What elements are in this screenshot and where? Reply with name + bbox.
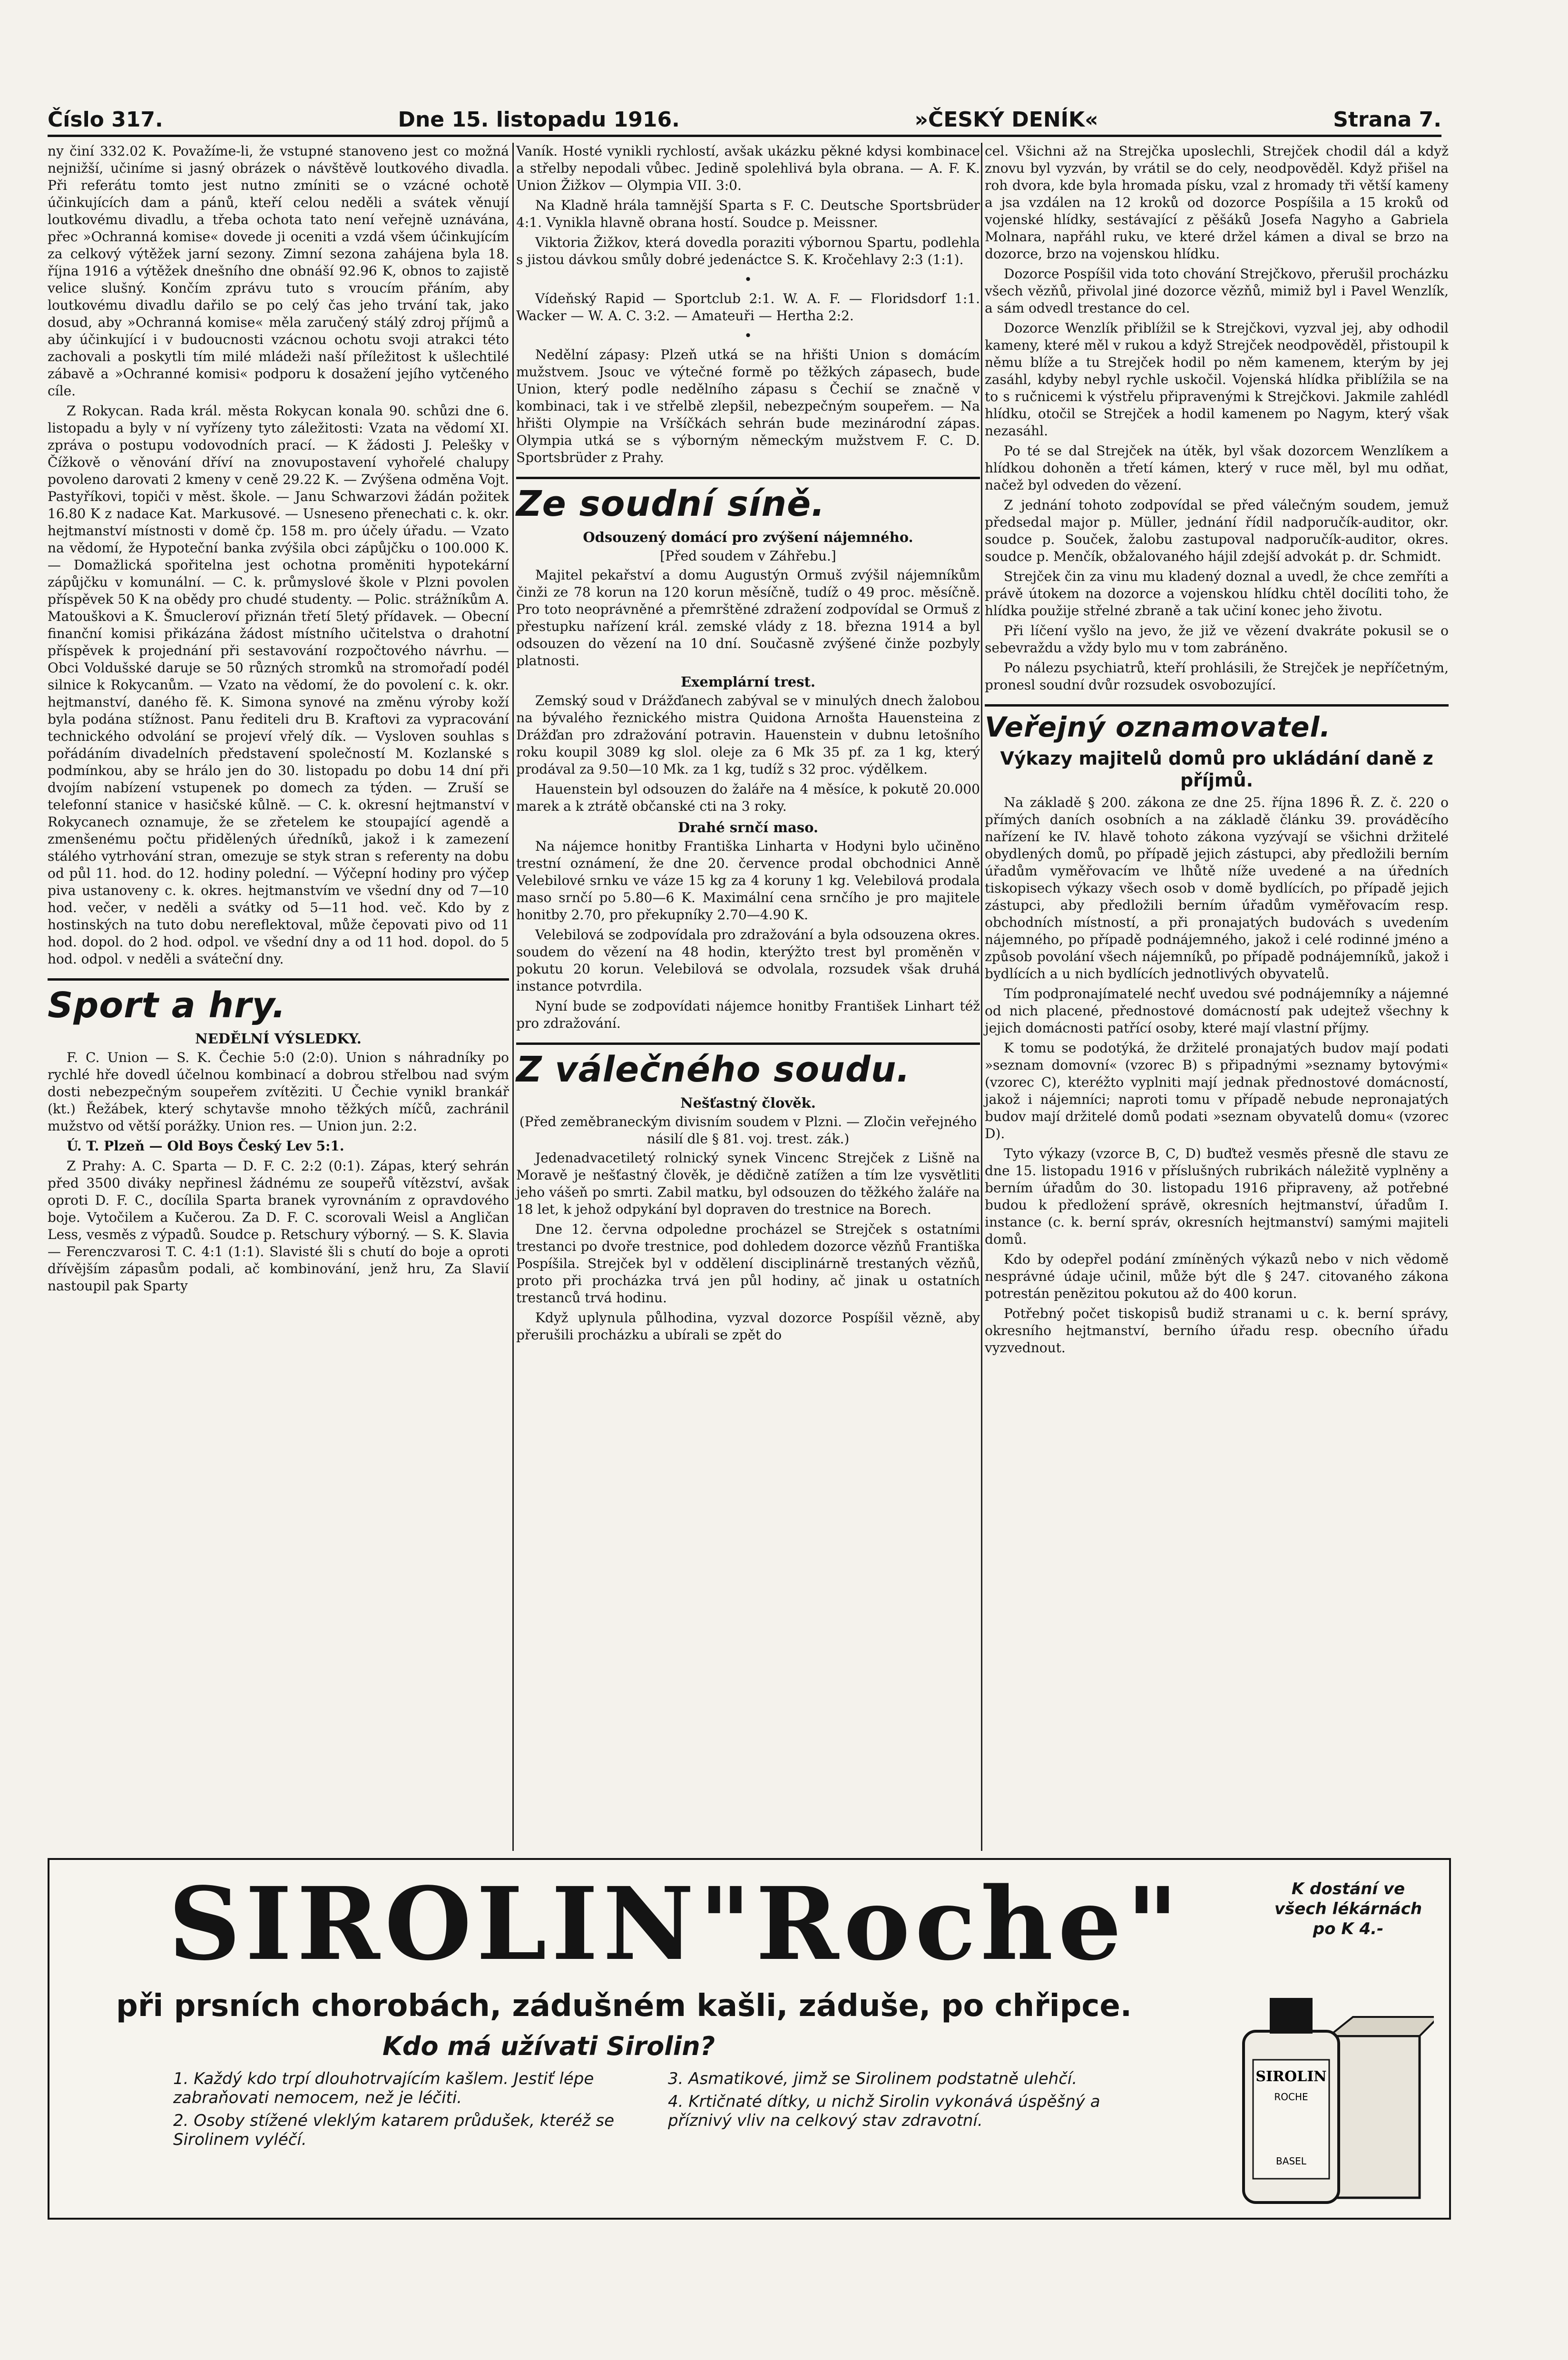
column-1 — [48, 143, 509, 1298]
article-text: F. C. Union — S. K. Čechie 5:0 (2:0). Union s náhradníky po rychlé hře dovedl účelnou kombinací a dobrou střelbou nad svým dosti nebezpečným soupeřem zvítěziti. U Čechie vynikl brankář (kt.) Řežábek, který schytavše mnoho těžkých míčů, zachránil mužstvo od větší porážky. Union res. — Union jun. 2:2. — [48, 1050, 509, 1134]
article-subheading: Drahé srnčí maso. — [677, 819, 819, 836]
article-subheading: Exemplární trest. — [680, 674, 816, 690]
bottle-brand-text: ROCHE — [1274, 2091, 1308, 2103]
article-text: Když uplynula půlhodina, vyzval dozorce Pospíšil vězně, aby přerušili procházku a ubírali se zpět do — [516, 1310, 980, 1343]
issue-number: Číslo 317. — [48, 108, 163, 132]
article-text: Hauenstein byl odsouzen do žaláře na 4 měsíce, k pokutě 20.000 marek a k ztrátě občanské cti na 3 roky. — [516, 781, 980, 814]
article-text: Dozorce Pospíšil vida toto chování Strejčkovo, přerušil procházku všech vězňů, přivolal jiné dozorce vězňů, mimiž byl i Pavel Wenzlík, a sám odvedl trestance do cel. — [985, 266, 1449, 316]
ad-price-note: K dostání ve všech lékárnách po K 4.- — [1274, 1879, 1422, 1938]
column-3 — [985, 143, 1449, 1359]
separator-dot: • — [744, 272, 752, 287]
section-heading-court: Ze soudní síně. — [516, 477, 980, 525]
ad-list-right — [668, 2069, 1153, 2134]
ad-headline: při prsních chorobách, zádušném kašli, záduše, po chřipce. — [116, 1988, 1132, 2024]
column-rule — [512, 143, 514, 1851]
box-shape — [1329, 2036, 1420, 2198]
issue-date: Dne 15. listopadu 1916. — [398, 108, 680, 132]
article-subheading: Výkazy majitelů domů pro ukládání daně z příjmů. — [1000, 748, 1433, 791]
article-text: Po nálezu psychiatrů, kteří prohlásili, že Strejček je nepříčetným, pronesl soudní dvůr rozsudek osvobozující. — [985, 660, 1449, 693]
article-text: cel. Všichni až na Strejčka uposlechli, Strejček chodil dál a když znovu byl vyzván, by vrátil se do cely, neodpověděl. Když přišel na roh dvora, kde byla hromada písku, vzal z hromady tři větší kameny a jsa vzdálen na 12 kroků od dozorce Pospíšila a 15 kroků od vojenské hlídky, sestávající z pěšáků Josefa Nagyho a Gabriela Molnara, napřáhl ruku, ve které držel kámen a dival se brzo na dozorce, brzo na vojenskou hlídku. — [985, 143, 1449, 262]
section-heading-notices: Veřejný oznamovatel. — [985, 704, 1449, 744]
bottle-cap-shape — [1270, 1998, 1313, 2034]
box-top-shape — [1329, 2017, 1434, 2036]
article-text: Zemský soud v Drážďanech zabýval se v minulých dnech žalobou na bývalého řeznického mistra Quidona Arnošta Hauensteina z Drážďan pro zdražování potravin. Hauenstein v dubnu letošního roku koupil 3089 kg slol. oleje za 6 Mk 35 pf. za 1 kg, který prodával za 9.50—10 Mk. za 1 kg, tudíž s 32 proc. výdělkem. — [516, 693, 980, 777]
article-text: Velebilová se zodpovídala pro zdražování a byla odsouzena okres. soudem do vězení na 48 hodin, kterýžto trest byl proměněn v pokutu 20 korun. Velebilová se odvolala, rozsudek však druhá instance potvrdila. — [516, 927, 980, 994]
article-text: Z Rokycan. Rada král. města Rokycan konala 90. schůzi dne 6. listopadu a byly v ní vyřízeny tyto záležitosti: Vzata na vědomí XI. zpráva o postupu vodovodních prací. — K žádosti J. Pelešky v Čížkově o věnování dříví na znovupostavení vyhořelé chalupy povoleno darovati 2 kmeny v ceně 29.22 K. — Zvýšena odměna Vojt. Pastyříkovi, topiči v měst. škole. — Janu Schwarzovi žádán požitek 16.80 K z nadace Kat. Markusové. — Usneseno přenechati c. k. okr. hejtmanství místnosti v domě čp. 158 m. pro účely úřadu. — Vzato na vědomí, že Hypoteční banka zvýšila obci zápůjčku o 100.000 K. — Domažlická spořitelna jest ochotna proměniti hypotekární zápůjčku v komunální. — C. k. průmyslové škole v Plzni povolen příspěvek 50 K na obědy pro chudé studenty. — Polic. strážníkům A. Matouškovi a K. Šmucleroví přiznán třetí 5letý přídavek. — Obecní finanční komisi přikázána žádost místního učitelstva o drahotní příspěvek k projednání při sestavování rozpočtového návrhu. — Obci Voldušské daruje se 50 různých stromků na stromořadí podél silnice k Rokycanům. — Vzato na vědomí, že do povolení c. k. okr. hejtmanství, daného fě. K. Simona synové na změnu výroby koží byla podána stížnost. Panu řediteli dru B. Kraftovi za vypracování technického odvolání se projeví vřelý dík. — Vysloven souhlas s pořádáním divadelních představení společností M. Kozlanské s podmínkou, aby se hrálo jen do 30. listopadu po dobu 14 dní při dvojím nabízení vstupenek po domech za týden. — Zruší se telefonní stanice v hasičské kůlně. — C. k. okresní hejtmanství v Rokycanech oznamuje, že se zřetelem ke stoupající agendě a zmenšenému počtu přidělených úředníků, jakož i k zamezení stálého vytrhování stran, omezuje se styk stran s referenty na dobu od půl 11. hod. do 12. hodiny polední. — Výčepní hodiny pro výčep piva ustanoveny c. k. okres. hejtmanstvím ve všední dny od 7—10 hod. večer, v neděli a svátky od 5—11 hod. več. Kdo by z hostinských na tuto dobu nereflektoval, může čepovati pivo od 11 hod. dopol. do 2 hod. odpol. ve všední dny a od 11 hod. dopol. do 5 hod. odpol. v neděli a sváteční dny. — [48, 403, 509, 967]
article-text: Vídeňský Rapid — Sportclub 2:1. W. A. F. — Floridsdorf 1:1. Wacker — W. A. C. 3:2. — Amateuři — Hertha 2:2. — [516, 291, 980, 324]
separator-dot: • — [744, 328, 752, 344]
article-text: Vaník. Hosté vynikli rychlostí, avšak ukázku pěkné kdysi kombinace a střelby nepodali vůbec. Jedině spolehlivá byla obrana. — A. F. K. Union Žižkov — Olympia VII. 3:0. — [516, 143, 980, 193]
article-text: Dne 12. června odpoledne procházel se Strejček s ostatními trestanci po dvoře trestnice, pod dohledem dozorce vězňů Františka Pospíšila. Strejček byl v oddělení disciplinárně trestaných vězňů, proto při procházka trvá jen půl hodiny, ač jinak u ostatních trestanců trvá hodinu. — [516, 1221, 980, 1306]
sirolin-advertisement — [48, 1858, 1451, 2220]
article-text: Kdo by odepřel podání zmíněných výkazů nebo v nich vědomě nesprávné údaje učinil, může být dle § 247. citovaného zákona potrestán penězitou pokutou až do 400 korun. — [985, 1251, 1449, 1301]
article-text: Na Kladně hrála tamnější Sparta s F. C. Deutsche Sportsbrüder 4:1. Vynikla hlavně obrana hostí. Soudce p. Meissner. — [516, 197, 980, 230]
article-text: Viktoria Žižkov, která dovedla poraziti výbornou Spartu, podlehla s jistou dávkou smůly dobré jedenáctce S. K. Kročehlavy 2:3 (1:1). — [516, 235, 980, 267]
article-text: Z jednání tohoto zodpovídal se před válečným soudem, jemuž předsedal major p. Müller, jednání řídil nadporučík-auditor, okr. soudce p. Souček, žalobu zastupoval nadporučík-auditor, okres. soudce p. Menčík, obžalovaného hájil zdejší advokát p. dr. Schmidt. — [985, 497, 1449, 564]
section-heading-sport: Sport a hry. — [48, 978, 509, 1026]
article-text: Tím podpronajímatelé nechť uvedou své podnájemníky a nájemné od nich placené, přednostové domácností pak udejtež všechny k jejich domácnosti patřící osoby, které mají vlastní příjmy. — [985, 986, 1449, 1036]
article-text: Z Prahy: A. C. Sparta — D. F. C. 2:2 (0:1). Zápas, který sehrán před 3500 diváky nepřinesl žádnému ze soupeřů vítězství, avšak oproti D. F. C., docílila Sparta branek vyrovnáním z opravdového boje. Vytočilem a Kučerou. Za D. F. C. scorovali Weisl a Angličan Less, vesměs z výpadů. Soudce p. Retschury výborný. — S. K. Slavia — Ferenczvarosi T. C. 4:1 (1:1). Slavisté šli s chutí do boje a oproti dřívějším zápasům podali, ač kombinování, jenž hru, Za Slavií nastoupil pak Sparty — [48, 1158, 509, 1294]
article-text: Tyto výkazy (vzorce B, C, D) buďtež vesměs přesně dle stavu ze dne 15. listopadu 1916 v příslušných rubrikách náležitě vyplněny a berním úřadům do 30. listopadu 1916 připraveny, až potřebné budou k předložení správě, okresních hejtmanství, úřadům I. instance (c. k. berní správ, okresních hejtmanství) samými majiteli domů. — [985, 1146, 1449, 1247]
article-dateline: [Před soudem v Záhřebu.] — [660, 548, 836, 564]
column-2 — [516, 143, 980, 1347]
article-text: Majitel pekařství a domu Augustýn Ormuš zvýšil nájemníkům činži ze 78 korun na 120 korun měsíčně, tudíž o 49 proc. měsíčně. Pro toto neoprávněné a přemrštěné zdražení zodpovídal se Ormuš z přestupku nařízení král. zemské vlády z 18. března 1914 a byl odsouzen do vězení na 10 dní. Současně zvýšené činže pozbyly platnosti. — [516, 567, 980, 669]
article-text: ny činí 332.02 K. Považíme-li, že vstupné stanoveno jest co možná nejnižší, učiníme si jasný obrázek o návštěvě loutkového divadla. Při referátu tomto jest nutno zmíniti se o vzácné ochotě účinkujících dam a pánů, kteří celou neděli a svátek věnují loutkovému divadlu, a třeba ochota tato není veřejně uznávána, přec »Ochranná komise« dovede ji oceniti a vzdá všem účinkujícím za celkový výtěžek jarní sezony. Zimní sezona zahájena byla 18. října 1916 a výtěžek dnešního dne obnáší 92.96 K, obnos to zajistě velice slušný. Končím zprávu tuto s vroucím přáním, aby loutkovému divadlu dařilo se po celý čas jeho trvání tak, jako dosud, aby »Ochranná komise« měla zaručený stálý zdroj příjmů a aby účinkující i v budoucnosti vzácnou ochotu svoji atrakci této zachovali a poskytli tím milé mládeži naší příležitost k ušlechtilé zábavě a »Ochranné komisi« podporu k dosažení jejího vytčeného cíle. — [48, 143, 509, 399]
article-subheading: Odsouzený domácí pro zvýšení nájemného. — [583, 529, 913, 545]
article-text: Ú. T. Plzeň — Old Boys Český Lev 5:1. — [67, 1138, 344, 1154]
ad-list-item: 2. Osoby stížené vleklým katarem průdušek, kteréž se Sirolinem vyléčí. — [173, 2111, 615, 2149]
article-text: Potřebný počet tiskopisů budiž stranami u c. k. berní správy, okresního hejtmanství, berního úřadu resp. obecního úřadu vyzvednout. — [985, 1306, 1449, 1356]
bottle-city-text: BASEL — [1276, 2155, 1306, 2167]
article-text: Jedenadvacetiletý rolnický synek Vincenc Strejček z Lišně na Moravě je nešťastný člověk, je dědičně zatížen a tím lze vysvětliti jeho vášeň po smrti. Zabil matku, byl odsouzen do těžkého žaláře na 18 let, k jehož odpykání byl dopraven do trestnice na Borech. — [516, 1150, 980, 1217]
ad-list-left — [173, 2069, 658, 2153]
article-text: K tomu se podotýká, že držitelé pronajatých budov mají podati »seznam domovní« (vzorec B) s připadnými »seznamy bytovými« (vzorec C), kteréžto vyplniti mají jednak přednostové domácností, jakož i nájemníci; naproti tomu v případě nebude nepronajatých budov mají držitelé domů podati »seznam obyvatelů domu« (vzorec D). — [985, 1040, 1449, 1141]
article-dateline: (Před zeměbraneckým divisním soudem v Plzni. — Zločin veřejného násilí dle § 81. voj. trest. zák.) — [519, 1114, 977, 1147]
page-header — [48, 102, 1441, 137]
article-text: Na základě § 200. zákona ze dne 25. října 1896 Ř. Z. č. 220 o přímých daních osobních a na základě článku 39. prováděcího nařízení ke IV. hlavě tohoto zákona vyzývají se všichni držitelé obydlených domů, po případě jejich zástupci, aby předložili berním úřadům vyměřovacím ve lhůtě níže uvedené a na úředních tiskopisech výkazy všech osob v domě bydlících, po případě jejich zástupci, aby předložili berním úřadům vyměřovacím resp. obchodních místností, a při pronajatých budovách s uvedením nájemného, po případě podnájemného, jakož i celé rodinné jméno a způsob povolání všech nájemníků, po případě podnájemníků, jakož i bydlících a u nich bydlících jednotlivých obyvatelů. — [985, 795, 1449, 982]
ad-list-item: 1. Každý kdo trpí dlouhotrvajícím kašlem. Jestiť lépe zabraňovati nemocem, než je léčiti. — [173, 2069, 594, 2107]
article-text: Nyní bude se zodpovídati nájemce honitby František Linhart též pro zdražování. — [516, 998, 980, 1031]
page-number: Strana 7. — [1333, 108, 1441, 132]
article-text: Strejček čin za vinu mu kladený doznal a uvedl, že chce zemříti a právě útokem na dozorce a vojenskou hlídku chtěl docíliti toho, že hlídka použije střelné zbraně a tak učiní konec jeho životu. — [985, 569, 1449, 619]
article-text: Při líčení vyšlo na jevo, že již ve vězení dvakráte pokusil se o sebevraždu a vždy bylo mu v tom zabráněno. — [985, 623, 1449, 656]
article-subheading: Nešťastný člověk. — [680, 1095, 816, 1111]
ad-brand-name: SIROLIN"Roche" — [168, 1865, 1183, 1983]
article-text: Na nájemce honitby Františka Linharta v Hodyni bylo učiněno trestní oznámení, že dne 20. července prodal obchodnici Anně Velebilové srnku ve váze 15 kg za 4 koruny 1 kg. Velebilová prodala maso srnčí po 5.80—6 K. Maximální cena srnčího je pro majitele honitby 2.70, pro překupníky 2.70—4.90 K. — [516, 838, 980, 923]
ad-list-item: 3. Asmatikové, jimž se Sirolinem podstatně ulehčí. — [668, 2069, 1078, 2088]
ad-list-item: 4. Krtičnaté dítky, u nichž Sirolin vykonává úspěšný a příznivý vliv na celkový stav zdravotní. — [668, 2092, 1100, 2130]
bottle-and-box-illustration — [1210, 1979, 1434, 2207]
results-heading: NEDĚLNÍ VÝSLEDKY. — [195, 1031, 362, 1047]
newspaper-title: »ČESKÝ DENÍK« — [914, 108, 1098, 132]
section-heading-war-court: Z válečného soudu. — [516, 1042, 980, 1091]
column-rule — [981, 143, 982, 1851]
article-text: Nedělní zápasy: Plzeň utká se na hřišti Union s domácím mužstvem. Jsouc ve výtečné formě po těžkých zápasech, bude Union, který podle nedělního zápasu s Čechií se značně v kombinaci, tak i ve střelbě zlepšil, nebezpečným soupeřem. — Na hřišti Olympie na Vršíčkách sehrán bude mezinárodní zápas. Olympia utká se s výborným německým mužstvem F. C. D. Sportsbrüder z Prahy. — [516, 347, 980, 465]
ad-question: Kdo má užívati Sirolin? — [382, 2031, 715, 2061]
article-text: Dozorce Wenzlík přiblížil se k Strejčkovi, vyzval jej, aby odhodil kameny, které měl v rukou a když Strejček neodpověděl, přistoupil k němu blíže a tu Strejček hodil po něm kamenem, kterým by jej zasáhl, kdyby nebyl rychle uskočil. Vojenská hlídka přiblížila se na to s ručnicemi k výstřelu připravenými k Strejčkovi. Jakmile zahlédl hlídku, otočil se Strejček a hodil kamenem po Nagym, který však nezasáhl. — [985, 320, 1449, 439]
bottle-label-text: SIROLIN — [1255, 2068, 1327, 2085]
article-text: Po té se dal Strejček na útěk, byl však dozorcem Wenzlíkem a hlídkou dohoněn a třetí kámen, který v ruce měl, byl mu odňat, načež byl odveden do vězení. — [985, 443, 1449, 493]
